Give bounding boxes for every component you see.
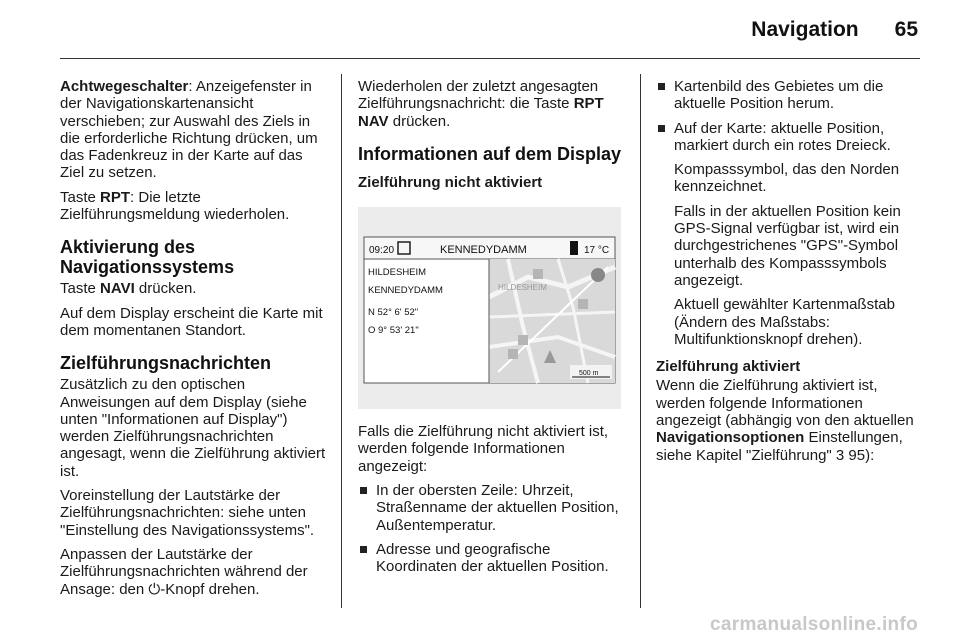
list-item: Auf der Karte: aktuelle Position, markiert durch ein rotes Dreieck. [656,120,924,155]
paragraph [60,546,326,598]
display-latitude: N 52° 6' 52" [368,307,419,319]
map-view [489,259,615,383]
heading-messages: Zielführungsnachrichten [60,353,272,374]
paragraph [60,280,326,297]
column-separator [640,74,641,608]
list-subitem: Kompasssymbol, das den Norden kennzeichnet. [674,161,900,196]
text: drücken. [134,280,197,298]
header-rule [60,58,920,59]
navigation-display-figure [358,207,621,409]
list-item: Adresse und geografische Koordinaten der aktuellen Position. [358,541,626,576]
subheading-inactive: Zielführung nicht aktiviert [358,173,543,191]
display-time: 09:20 [369,245,395,257]
text: Wiederholen der zuletzt angesagten Zielführungsnachricht: die Taste [358,78,599,113]
term: NAVI [100,280,135,298]
page-header [751,18,918,42]
paragraph [358,78,626,130]
column-1 [60,78,326,605]
term: RPT [100,188,131,206]
display-street2: KENNEDYDAMM [368,285,443,297]
text: -Knopf drehen. [160,580,260,598]
list-subitem: Aktuell gewählter Kartenmaßstab (Ändern des Maßstabs: Multifunktionsknopf drehen). [674,296,895,348]
paragraph: Zusätzlich zu den optischen Anweisungen auf dem Display (siehe unten "Informationen auf Display") werden Zielführungsnachrichten angesagt, wenn die Zielführung aktiviert ist. [60,376,326,480]
text: Anpassen der Lautstärke der Zielführungsnachrichten während der Ansage: den [60,545,308,598]
page-reference: 3 95): [835,446,875,464]
paragraph: Voreinstellung der Lautstärke der Zielführungsnachrichten: siehe unten "Einstellung des Navigationssystems". [60,487,315,539]
text: drücken. [388,112,451,130]
phone-icon [570,241,578,255]
text: Taste [60,188,101,206]
text: Wenn die Zielführung aktiviert ist, werden folgende Informationen angezeigt (abhängig von den aktuellen [656,377,914,430]
page-number: 65 [894,18,918,41]
paragraph: Auf dem Display erscheint die Karte mit dem momentanen Standort. [60,304,323,339]
list-subitem: Falls in der aktuellen Position kein GPS-Signal verfügbar ist, wird ein durchgestrichenes "GPS"-Symbol unterhalb des Kompasssymbols angezeigt. [674,202,901,289]
display-screenshot [358,207,621,409]
map-city-label: HILDESHEIM [498,283,547,293]
display-longitude: O 9° 53' 21" [368,325,419,337]
paragraph [60,78,326,182]
term: RPT NAV [358,95,604,130]
paragraph [656,377,924,463]
knob-icon: ⏻ [148,580,161,598]
paragraph: Falls die Zielführung nicht aktiviert ist, werden folgende Informationen angezeigt: [358,423,609,475]
heading-activation: Aktivierung des Navigationssystems [60,237,235,278]
column-2 [358,78,626,583]
display-city: HILDESHEIM [368,267,427,279]
text: Einstellungen, siehe Kapitel "Zielführung" [656,429,903,464]
text: Taste [60,280,101,298]
chapter-title: Navigation [751,18,859,41]
text: : Anzeigefenster in der Navigationskartenansicht verschieben; zur Auswahl des Ziels in die erforderliche Richtung drücken, um das Fadenkreuz in der Karte auf das Ziel zu setzen. [60,78,318,182]
paragraph [60,189,326,224]
heading-display-info: Informationen auf dem Display [358,143,622,164]
list-item: Kartenbild des Gebietes um die aktuelle Position herum. [656,78,924,113]
column-separator [341,74,342,608]
term: Achtwegeschalter [60,78,189,95]
display-temperature: 17 °C [584,245,610,257]
column-3 [656,78,924,471]
watermark: carmanualsonline.info [710,614,918,635]
term: Navigationsoptionen [656,429,805,447]
map-scale: 500 m [579,370,599,378]
text: : Die letzte Zielführungsmeldung wiederholen. [60,188,290,224]
display-street: KENNEDYDAMM [440,244,527,257]
list-item: In der obersten Zeile: Uhrzeit, Straßenname der aktuellen Position, Außentemperatur. [358,482,626,534]
subheading-active: Zielführung aktiviert [656,358,801,376]
compass-icon [591,268,605,282]
